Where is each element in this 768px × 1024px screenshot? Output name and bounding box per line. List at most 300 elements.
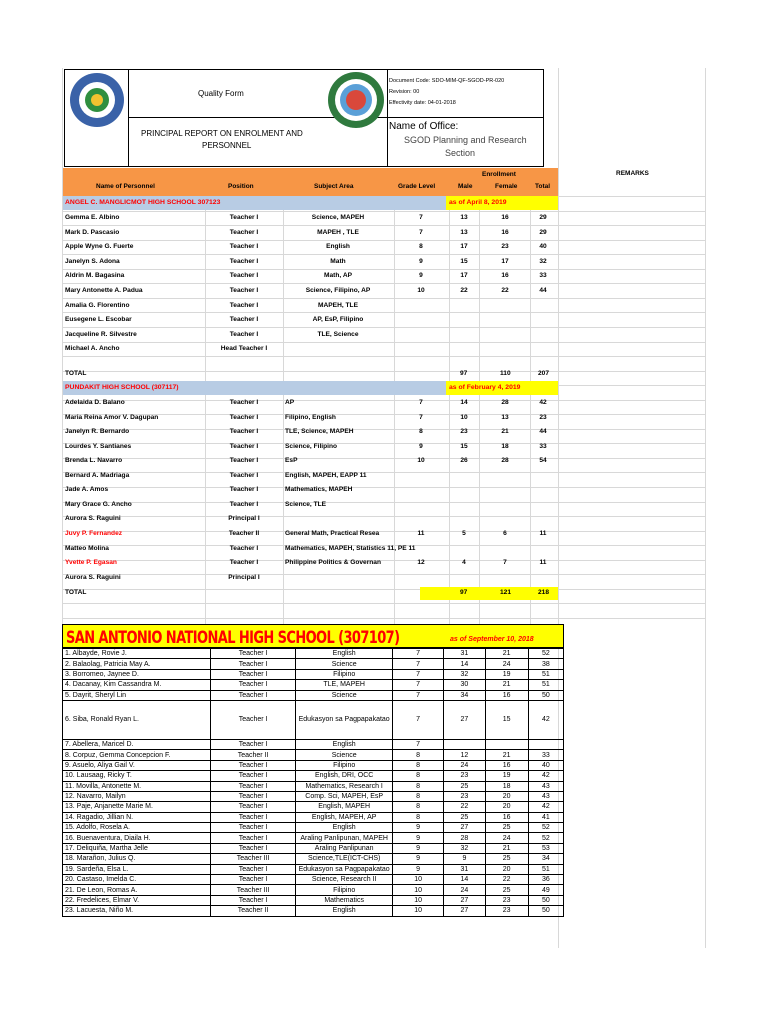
name-cell: Janelyn S. Adona <box>65 257 120 265</box>
total-cell <box>528 739 563 749</box>
female-cell: 23 <box>501 243 509 251</box>
position-cell: Teacher I <box>210 843 295 853</box>
subject-cell: MAPEH, TLE <box>318 301 358 309</box>
deped-seal-right-icon <box>328 72 384 128</box>
effectivity-date: Effectivity date: 04-01-2018 <box>389 100 456 106</box>
office-name-line2: Section <box>445 148 476 158</box>
table-row <box>63 739 564 749</box>
male-cell: 24 <box>444 885 485 895</box>
position-cell: Teacher I <box>229 544 259 552</box>
total-cell: 43 <box>528 791 563 801</box>
male-cell: 15 <box>460 442 468 450</box>
position-cell: Teacher I <box>229 301 259 309</box>
position-cell: Teacher I <box>229 500 259 508</box>
name-cell: 4. Dacanay, Kim Cassandra M. <box>63 680 211 690</box>
office-name-line1: SGOD Planning and Research <box>404 135 527 145</box>
subject-cell: English, DRI, OCC <box>296 771 393 781</box>
grade-cell: 9 <box>392 854 443 864</box>
position-cell: Teacher II <box>210 750 295 760</box>
position-cell: Teacher I <box>210 781 295 791</box>
total-cell: 42 <box>528 771 563 781</box>
name-cell: 18. Marañon, Julius Q. <box>63 854 211 864</box>
position-cell: Teacher I <box>229 272 259 280</box>
grade-cell: 7 <box>419 413 423 421</box>
position-cell: Teacher I <box>229 457 259 465</box>
male-cell: 13 <box>460 228 468 236</box>
female-cell: 18 <box>501 442 509 450</box>
total-cell: 40 <box>528 760 563 770</box>
position-cell: Teacher I <box>229 471 259 479</box>
subject-cell: Edukasyon sa Pagpapakatao <box>296 700 393 739</box>
female-cell: 20 <box>485 864 528 874</box>
subject-cell: Mathematics <box>296 895 393 905</box>
position-cell: Teacher I <box>210 875 295 885</box>
total-cell: 29 <box>539 214 547 221</box>
total-cell: 52 <box>528 823 563 833</box>
subject-cell: TLE, Science <box>317 330 359 338</box>
name-cell: Jacqueline R. Silvestre <box>65 330 137 338</box>
female-cell: 21 <box>485 680 528 690</box>
female-cell: 25 <box>485 885 528 895</box>
female-cell: 21 <box>501 428 509 436</box>
col-remarks: REMARKS <box>616 170 649 177</box>
office-label: Name of Office: <box>389 121 459 132</box>
subject-cell: English <box>296 649 393 659</box>
male-cell: 28 <box>444 833 485 843</box>
male-cell: 22 <box>460 287 468 294</box>
position-cell: Teacher I <box>210 833 295 843</box>
male-cell: 23 <box>460 428 468 436</box>
male-cell: 4 <box>462 559 466 567</box>
school2-total-label: TOTAL <box>65 589 87 596</box>
grade-cell: 7 <box>419 399 423 406</box>
grade-cell: 7 <box>392 700 443 739</box>
subject-cell: AP <box>285 399 295 406</box>
position-cell: Teacher I <box>210 669 295 679</box>
female-cell: 25 <box>485 854 528 864</box>
total-cell: 41 <box>528 812 563 822</box>
name-cell: 1. Albayde, Rovie J. <box>63 649 211 659</box>
subject-cell: MAPEH , TLE <box>317 228 359 236</box>
position-cell: Teacher I <box>210 760 295 770</box>
female-cell: 21 <box>485 750 528 760</box>
female-cell: 21 <box>485 649 528 659</box>
subject-cell: Mathematics, MAPEH, Statistics 11, PE 11 <box>285 544 416 552</box>
male-cell: 5 <box>462 529 466 537</box>
grade-cell: 8 <box>392 802 443 812</box>
name-cell: 9. Asuelo, Aliya Gail V. <box>63 760 211 770</box>
total-cell: 11 <box>539 559 547 567</box>
grade-cell: 8 <box>419 428 423 436</box>
position-cell: Teacher II <box>228 529 260 537</box>
school1-name: ANGEL C. MANGLICMOT HIGH SCHOOL 307123 <box>65 199 221 206</box>
grade-cell: 9 <box>392 843 443 853</box>
subject-cell: English, MAPEH, AP <box>296 812 393 822</box>
female-cell: 20 <box>485 791 528 801</box>
name-cell: Aurora S. Raguini <box>65 573 121 581</box>
female-cell: 24 <box>485 833 528 843</box>
total-cell: 34 <box>528 854 563 864</box>
position-cell: Teacher I <box>210 812 295 822</box>
table-row <box>63 854 564 864</box>
grade-cell: 9 <box>392 833 443 843</box>
col-subject: Subject Area <box>314 183 354 190</box>
male-cell: 25 <box>444 812 485 822</box>
table-row <box>63 690 564 700</box>
position-cell: Teacher I <box>229 316 259 324</box>
female-cell: 13 <box>501 413 509 421</box>
subject-cell: Science, Research II <box>296 875 393 885</box>
male-cell: 14 <box>444 875 485 885</box>
grade-cell: 10 <box>392 895 443 905</box>
female-cell: 6 <box>503 529 507 537</box>
position-cell: Teacher I <box>229 559 259 567</box>
position-cell: Teacher I <box>229 330 259 338</box>
total-cell: 40 <box>539 243 547 251</box>
name-cell: Amalia G. Florentino <box>65 301 130 309</box>
subject-cell: English, MAPEH <box>296 802 393 812</box>
male-cell: 22 <box>444 802 485 812</box>
position-cell: Principal I <box>228 515 260 523</box>
position-cell: Teacher III <box>210 885 295 895</box>
school2-total-all: 218 <box>538 589 550 596</box>
school1-total-male: 97 <box>460 370 468 377</box>
subject-cell: Edukasyon sa Pagpapakatao <box>296 864 393 874</box>
table-row <box>63 802 564 812</box>
table-row <box>63 864 564 874</box>
position-cell: Teacher I <box>229 413 259 421</box>
subject-cell: Filipino, English <box>285 413 336 421</box>
total-cell: 50 <box>528 895 563 905</box>
table-row <box>63 823 564 833</box>
position-cell: Teacher I <box>210 895 295 905</box>
female-cell: 16 <box>485 760 528 770</box>
grade-cell: 8 <box>392 750 443 760</box>
total-cell: 51 <box>528 680 563 690</box>
position-cell: Teacher I <box>210 690 295 700</box>
name-cell: 7. Abellera, Maricel D. <box>63 739 211 749</box>
school1-total-all: 207 <box>538 370 550 377</box>
name-cell: Adelaida D. Balano <box>65 399 125 406</box>
female-cell: 28 <box>501 399 509 406</box>
total-cell: 42 <box>528 802 563 812</box>
total-cell: 33 <box>528 750 563 760</box>
col-female: Female <box>495 183 518 190</box>
female-cell: 24 <box>485 659 528 669</box>
total-cell: 33 <box>539 272 547 280</box>
revision: Revision: 00 <box>389 89 420 95</box>
subject-cell: General Math, Practical Resea <box>285 529 380 537</box>
grade-cell: 9 <box>392 823 443 833</box>
grade-cell: 7 <box>419 228 423 236</box>
school2-total-male: 97 <box>460 589 468 596</box>
female-cell: 16 <box>485 812 528 822</box>
grade-cell: 7 <box>392 659 443 669</box>
subject-cell: EsP <box>285 457 298 465</box>
subject-cell: Mathematics, Research I <box>296 781 393 791</box>
subject-cell: Science, Filipino <box>285 442 338 450</box>
subject-cell: AP, EsP, Filipino <box>312 316 364 324</box>
total-cell: 23 <box>539 413 547 421</box>
position-cell: Teacher I <box>210 649 295 659</box>
female-cell: 16 <box>501 228 509 236</box>
male-cell: 15 <box>460 257 468 265</box>
male-cell: 14 <box>444 659 485 669</box>
subject-cell: Filipino <box>296 669 393 679</box>
name-cell: Jade A. Amos <box>65 486 109 494</box>
name-cell: 19. Sardeña, Elsa L. <box>63 864 211 874</box>
table-row <box>63 669 564 679</box>
subject-cell: Mathematics, MAPEH <box>285 486 353 494</box>
name-cell: 2. Balaolag, Patricia May A. <box>63 659 211 669</box>
total-cell: 50 <box>528 906 563 916</box>
school2-total-female: 121 <box>500 589 512 596</box>
grade-cell: 8 <box>392 781 443 791</box>
female-cell: 23 <box>485 906 528 916</box>
subject-cell: Filipino <box>296 760 393 770</box>
grade-cell: 9 <box>419 257 423 265</box>
position-cell: Teacher II <box>210 906 295 916</box>
total-cell: 33 <box>539 442 547 450</box>
school1-total-label: TOTAL <box>65 370 87 377</box>
name-cell: 12. Navarro, Mailyn <box>63 791 211 801</box>
male-cell: 27 <box>444 823 485 833</box>
grade-cell: 11 <box>417 529 425 537</box>
male-cell: 9 <box>444 854 485 864</box>
quality-form-label: Quality Form <box>198 89 244 98</box>
name-cell: 5. Dayrit, Sheryl Lin <box>63 690 211 700</box>
male-cell: 17 <box>460 243 468 251</box>
col-grade: Grade Level <box>398 183 436 190</box>
total-cell: 43 <box>528 781 563 791</box>
col-name: Name of Personnel <box>96 183 155 190</box>
table-row <box>63 833 564 843</box>
total-cell: 44 <box>539 287 547 294</box>
grade-cell: 8 <box>392 812 443 822</box>
total-cell: 38 <box>528 659 563 669</box>
female-cell: 16 <box>501 272 509 280</box>
subject-cell: TLE, MAPEH <box>296 680 393 690</box>
grade-cell: 9 <box>419 272 423 280</box>
table-row <box>63 791 564 801</box>
grade-cell: 7 <box>419 214 423 221</box>
name-cell: Eusegene L. Escobar <box>65 316 132 324</box>
position-cell: Head Teacher I <box>220 345 268 353</box>
total-cell: 32 <box>539 257 547 265</box>
total-cell: 49 <box>528 885 563 895</box>
total-cell: 51 <box>528 864 563 874</box>
female-cell: 7 <box>503 559 507 567</box>
male-cell: 27 <box>444 895 485 905</box>
position-cell: Teacher I <box>229 486 259 494</box>
male-cell: 31 <box>444 649 485 659</box>
name-cell: Mark D. Pascasio <box>65 228 120 236</box>
male-cell: 25 <box>444 781 485 791</box>
subject-cell: Science <box>296 750 393 760</box>
male-cell: 27 <box>444 700 485 739</box>
name-cell: 22. Fredelices, Elmar V. <box>63 895 211 905</box>
position-cell: Teacher I <box>210 680 295 690</box>
male-cell: 24 <box>444 760 485 770</box>
female-cell: 16 <box>485 690 528 700</box>
grade-cell: 10 <box>392 906 443 916</box>
male-cell: 31 <box>444 864 485 874</box>
name-cell: Mary Grace G. Ancho <box>65 500 132 508</box>
total-cell: 42 <box>528 700 563 739</box>
grade-cell: 10 <box>392 875 443 885</box>
name-cell: Yvette P. Egasan <box>65 559 117 567</box>
name-cell: 16. Buenaventura, Diaila H. <box>63 833 211 843</box>
subject-cell: Science,TLE(ICT-CHS) <box>296 854 393 864</box>
position-cell: Teacher I <box>210 791 295 801</box>
subject-cell: Science <box>296 659 393 669</box>
subject-cell: English <box>326 243 350 251</box>
position-cell: Teacher I <box>210 864 295 874</box>
col-position: Position <box>228 183 254 190</box>
table-row <box>63 649 564 659</box>
female-cell: 25 <box>485 823 528 833</box>
position-cell: Teacher I <box>229 228 259 236</box>
table-row <box>63 760 564 770</box>
school1-as-of: as of April 8, 2019 <box>449 199 507 206</box>
grade-cell: 12 <box>417 559 425 567</box>
name-cell: Maria Reina Amor V. Dagupan <box>65 413 159 421</box>
subject-cell: Science <box>296 690 393 700</box>
table-row <box>63 895 564 905</box>
school2-name: PUNDAKIT HIGH SCHOOL (307117) <box>65 384 179 391</box>
male-cell: 30 <box>444 680 485 690</box>
total-cell: 51 <box>528 669 563 679</box>
subject-cell: Science, Filipino, AP <box>305 287 371 294</box>
total-cell: 50 <box>528 690 563 700</box>
table-row <box>63 781 564 791</box>
table-row <box>63 750 564 760</box>
subject-cell: Math, AP <box>324 272 352 280</box>
name-cell: Janelyn R. Bernardo <box>65 428 130 436</box>
male-cell: 32 <box>444 843 485 853</box>
total-cell: 29 <box>539 228 547 236</box>
male-cell: 23 <box>444 791 485 801</box>
female-cell: 16 <box>501 214 509 221</box>
name-cell: Lourdes Y. Santianes <box>65 442 132 450</box>
name-cell: 21. De Leon, Romas A. <box>63 885 211 895</box>
name-cell: Michael A. Ancho <box>65 345 120 353</box>
grade-cell: 10 <box>392 885 443 895</box>
male-cell: 23 <box>444 771 485 781</box>
male-cell: 13 <box>460 214 468 221</box>
position-cell: Teacher I <box>210 659 295 669</box>
male-cell: 32 <box>444 669 485 679</box>
male-cell <box>444 739 485 749</box>
name-cell: Aldrin M. Bagasina <box>65 272 125 280</box>
table-row <box>63 771 564 781</box>
name-cell: Apple Wyne G. Fuerte <box>65 243 134 251</box>
table-row <box>63 885 564 895</box>
grade-cell: 7 <box>392 669 443 679</box>
female-cell: 18 <box>485 781 528 791</box>
subject-cell: Science, TLE <box>285 500 327 508</box>
grade-cell: 7 <box>392 649 443 659</box>
name-cell: Bernard A. Madriaga <box>65 471 130 479</box>
name-cell: Gemma E. Albino <box>65 214 120 221</box>
subject-cell: Filipino <box>296 885 393 895</box>
female-cell: 23 <box>485 895 528 905</box>
grade-cell: 8 <box>392 791 443 801</box>
total-cell: 11 <box>539 529 547 537</box>
female-cell: 19 <box>485 669 528 679</box>
table-row <box>63 812 564 822</box>
grade-cell: 8 <box>392 760 443 770</box>
subject-cell: Math <box>330 257 346 265</box>
table-row <box>63 659 564 669</box>
position-cell: Teacher III <box>210 854 295 864</box>
female-cell: 20 <box>485 802 528 812</box>
grade-cell: 7 <box>392 680 443 690</box>
name-cell: 20. Castaso, Imelda C. <box>63 875 211 885</box>
school3-as-of: as of September 10, 2018 <box>450 636 534 643</box>
total-cell: 52 <box>528 833 563 843</box>
female-cell: 15 <box>485 700 528 739</box>
position-cell: Teacher I <box>229 428 259 436</box>
position-cell: Teacher I <box>210 771 295 781</box>
female-cell: 21 <box>485 843 528 853</box>
report-title-line2: PERSONNEL <box>202 141 252 150</box>
school3-table <box>62 648 564 917</box>
table-row <box>63 843 564 853</box>
name-cell: Matteo Molina <box>65 544 109 552</box>
position-cell: Teacher I <box>229 399 259 406</box>
name-cell: 14. Ragadio, Jillian N. <box>63 812 211 822</box>
position-cell: Teacher I <box>210 802 295 812</box>
grade-cell: 10 <box>417 457 425 465</box>
male-cell: 34 <box>444 690 485 700</box>
school1-total-female: 110 <box>500 370 511 377</box>
total-cell: 36 <box>528 875 563 885</box>
position-cell: Teacher I <box>229 243 259 251</box>
name-cell: 8. Corpuz, Gemma Concepcion F. <box>63 750 211 760</box>
male-cell: 27 <box>444 906 485 916</box>
position-cell: Teacher I <box>210 739 295 749</box>
male-cell: 12 <box>444 750 485 760</box>
female-cell: 28 <box>501 457 509 465</box>
col-enrollment: Enrollment <box>482 171 516 178</box>
position-cell: Teacher I <box>210 823 295 833</box>
female-cell <box>485 739 528 749</box>
school3-name: SAN ANTONIO NATIONAL HIGH SCHOOL (307107) <box>66 628 400 649</box>
subject-cell: Araling Panlipunan, MAPEH <box>296 833 393 843</box>
col-male: Male <box>458 183 473 190</box>
name-cell: Juvy P. Fernandez <box>65 529 123 537</box>
name-cell: Mary Antonette A. Padua <box>65 287 143 294</box>
subject-cell: Comp. Sci, MAPEH, EsP <box>296 791 393 801</box>
subject-cell: English <box>296 906 393 916</box>
deped-seal-left-icon <box>70 73 124 127</box>
position-cell: Principal I <box>228 573 260 581</box>
total-cell: 42 <box>539 399 547 406</box>
total-cell: 52 <box>528 649 563 659</box>
table-row <box>63 906 564 916</box>
subject-cell: English <box>296 739 393 749</box>
name-cell: 11. Movilla, Antonette M. <box>63 781 211 791</box>
col-total: Total <box>535 183 551 190</box>
school2-as-of: as of February 4, 2019 <box>449 384 521 391</box>
position-cell: Teacher I <box>229 287 259 294</box>
subject-cell: TLE, Science, MAPEH <box>285 428 354 436</box>
grade-cell: 7 <box>392 690 443 700</box>
female-cell: 19 <box>485 771 528 781</box>
grade-cell: 8 <box>419 243 423 251</box>
subject-cell: English, MAPEH, EAPP 11 <box>285 471 367 479</box>
